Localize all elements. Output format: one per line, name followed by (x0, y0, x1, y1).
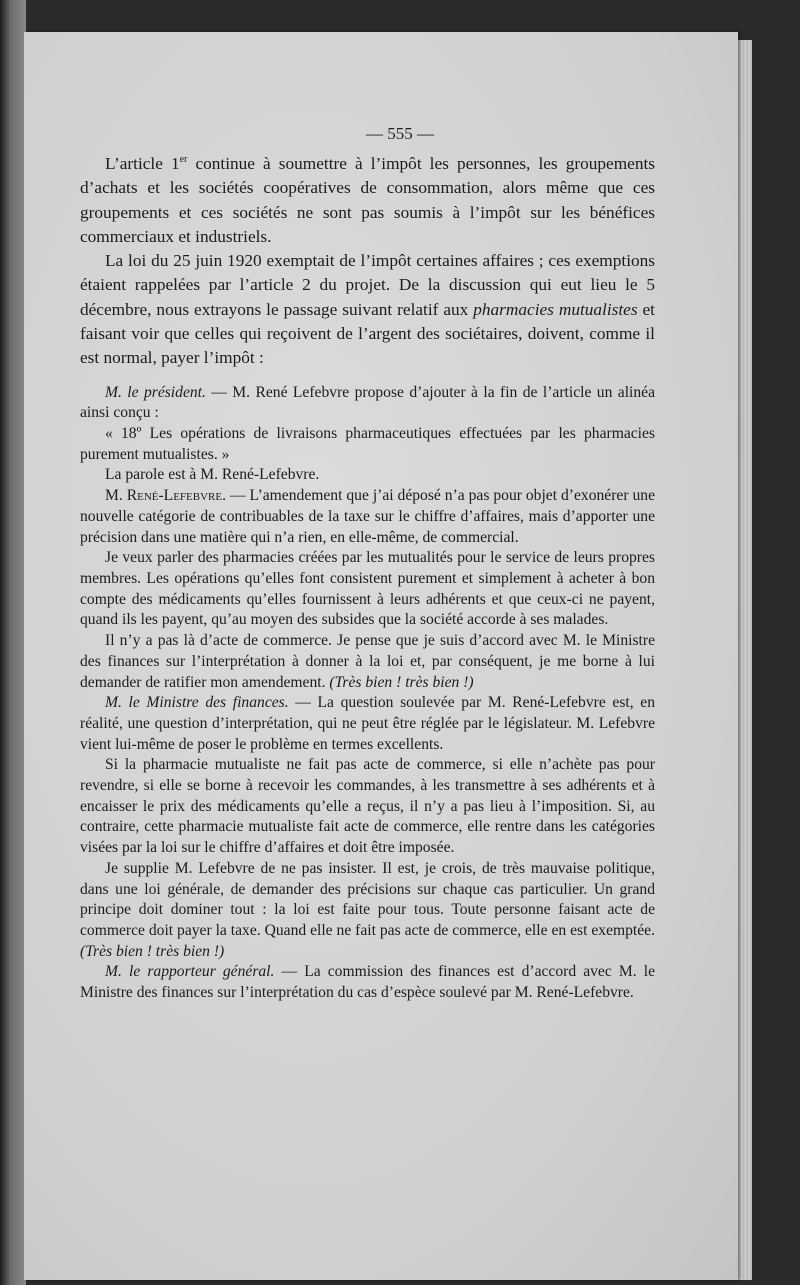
speech-rene-lefebvre: M. René-Lefebvre. — L’amendement que j’ai déposé n’a pas pour objet d’exonérer une nouvelle catégorie de contribuables de la taxe sur le chiffre d’affaires, mais d’apporter une précision dans une matière qui n’a rien, en elle-même, de commercial. (80, 487, 655, 546)
speech-ministre: M. le Ministre des finances. — La question soulevée par M. René-Lefebvre est, en réalité, une question d’interprétation, qui ne peut être réglée par le législateur. M. Lefebvre vient lui-même de poser le problème en termes excellents. (80, 694, 655, 753)
paragraph-loi-1920: La loi du 25 juin 1920 exemptait de l’impôt certaines affaires ; ces exemptions étaient rappelées par l’article 2 du projet. De la discussion qui eut lieu le 5 décembre, nous extrayons le passage suivant relatif aux pharmacies mutualistes et faisant voir que celles qui reçoivent de l’argent des sociétaires, doivent, comme il est normal, payer l’impôt : (80, 251, 655, 368)
superscript: er (179, 154, 188, 166)
speech-president: M. le président. — M. René Lefebvre propose d’ajouter à la fin de l’article un alinéa ainsi conçu : (80, 383, 655, 422)
speech-line: La parole est à M. René-Lefebvre. (105, 466, 320, 484)
amendment-text: « 18º Les opérations de livraisons pharmaceutiques effectuées par les pharmacies purement mutualistes. » (80, 425, 655, 463)
speaker: M. René-Lefebvre. (105, 487, 226, 505)
emphasis: pharmacies mutualistes (473, 299, 638, 319)
applause: (Très bien ! très bien !) (80, 942, 225, 960)
speech-paragraph: Je veux parler des pharmacies créées par les mutualités pour le service de leurs propres membres. Les opérations qu’elles font consistent purement et simplement à acheter à bon compte des médicaments qu’elles fournissent à leurs adhérents et que ceux-ci ne payent, quand ils les payent, qu’au moyen des subsides que la société accorde à ses malades. (80, 549, 655, 629)
speech-paragraph: Je supplie M. Lefebvre de ne pas insister. Il est, je crois, de très mauvaise politique, dans une loi générale, de demander des précisions sur chaque cas particulier. Un grand principe doit dominer tout : la loi est faite pour tous. Toute personne faisant acte de commerce doit payer la taxe. Quand elle ne fait pas acte de commerce, elle en est exemptée. (Très bien ! très bien !) (80, 859, 655, 960)
debate-excerpt (80, 383, 655, 1004)
intro-section (80, 152, 655, 371)
speaker: M. le président. (105, 383, 206, 401)
page-stack-edges (736, 40, 752, 1280)
speech-paragraph: Il n’y a pas là d’acte de commerce. Je pense que je suis d’accord avec M. le Ministre des finances sur l’interprétation à donner à la loi et, par conséquent, je me borne à lui demander de ratifier mon amendement. (Très bien ! très bien !) (80, 632, 655, 691)
applause: (Très bien ! très bien !) (329, 673, 474, 691)
speech-rapporteur: M. le rapporteur général. — La commission des finances est d’accord avec M. le Ministre des finances sur l’interprétation du cas d’espèce soulevé par M. René-Lefebvre. (80, 963, 655, 1002)
adjacent-page-edge (0, 0, 26, 1285)
speaker: M. le rapporteur général. (105, 963, 275, 981)
page-body (80, 152, 655, 1004)
page-number: — 555 — (366, 124, 434, 143)
paragraph-article-1: L’article 1er continue à soumettre à l’impôt les personnes, les groupements d’achats et les sociétés coopératives de consommation, alors même que ces groupements et ces sociétés ne sont pas soumis à l’impôt sur les bénéfices commerciaux et industriels. (80, 154, 655, 246)
speaker: M. le Ministre des finances. (105, 694, 289, 712)
speech-paragraph: Si la pharmacie mutualiste ne fait pas acte de commerce, si elle n’achète pas pour revendre, si elle se borne à recevoir les commandes, à les transmettre à ses adhérents et à encaisser le prix des médicaments qu’elle a reçus, il n’y a pas lieu à l’imposition. Si, au contraire, cette pharmacie mutualiste fait acte de commerce, elle rentre dans les catégories visées par la loi sur le chiffre d’affaires et doit être imposée. (80, 756, 655, 857)
